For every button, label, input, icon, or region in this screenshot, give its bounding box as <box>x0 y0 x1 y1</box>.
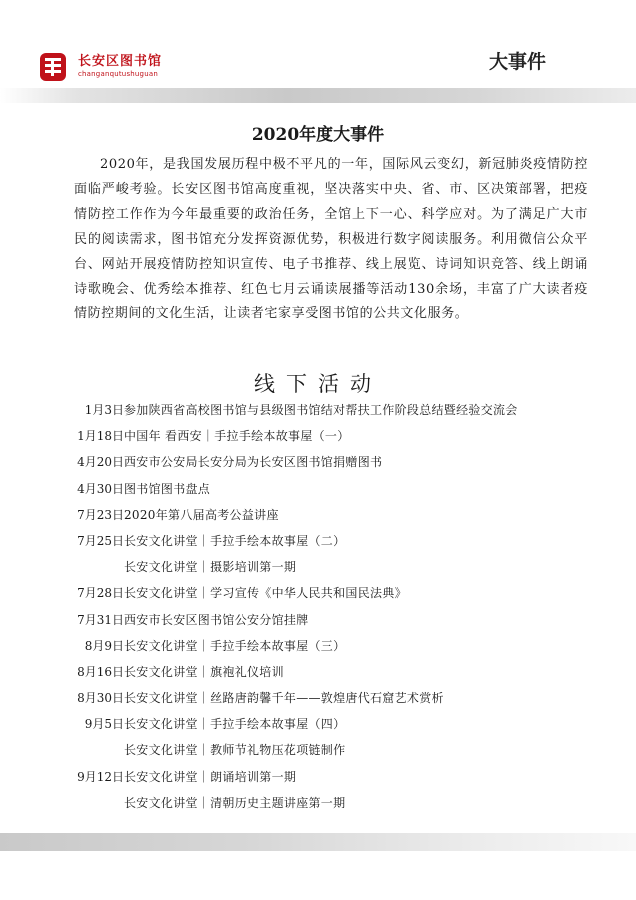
event-description: 长安文化讲堂｜手拉手绘本故事屋（二） <box>124 533 346 548</box>
event-row <box>0 685 636 711</box>
page-header <box>0 0 636 104</box>
library-pinyin: changanqutushuguan <box>78 70 158 78</box>
event-row <box>0 502 636 528</box>
event-row <box>0 790 636 816</box>
event-row <box>0 554 636 580</box>
event-date: 8月9日 <box>84 638 124 653</box>
event-row <box>0 607 636 633</box>
event-description: 长安文化讲堂｜旗袍礼仪培训 <box>124 664 284 679</box>
library-logo-icon <box>38 50 68 84</box>
event-description: 西安市公安局长安分局为长安区图书馆捐赠图书 <box>124 455 383 470</box>
event-row <box>0 397 636 423</box>
section-tag: 大事件 <box>488 51 546 73</box>
event-description: 长安文化讲堂｜学习宣传《中华人民共和国民法典》 <box>124 586 407 601</box>
event-row <box>0 659 636 685</box>
event-description: 长安文化讲堂｜丝路唐韵馨千年——敦煌唐代石窟艺术赏析 <box>124 691 444 706</box>
footer-band <box>0 833 636 851</box>
event-description: 长安文化讲堂｜朗诵培训第一期 <box>124 769 297 784</box>
event-description: 参加陕西省高校图书馆与县级图书馆结对帮扶工作阶段总结暨经验交流会 <box>124 403 518 417</box>
event-row <box>0 528 636 554</box>
event-date: 8月16日 <box>77 664 124 679</box>
event-date: 9月5日 <box>84 717 124 732</box>
event-row <box>0 764 636 790</box>
event-date: 7月23日 <box>77 507 124 522</box>
event-date: 4月20日 <box>77 455 124 470</box>
event-description: 中国年 看西安｜手拉手绘本故事屋（一） <box>124 429 350 444</box>
event-description: 2020年第八届高考公益讲座 <box>124 507 279 522</box>
event-row <box>0 737 636 763</box>
event-date: 9月12日 <box>77 769 124 784</box>
event-description: 长安文化讲堂｜手拉手绘本故事屋（三） <box>124 638 346 653</box>
event-description: 长安文化讲堂｜手拉手绘本故事屋（四） <box>124 717 346 732</box>
event-row <box>0 449 636 475</box>
header-band <box>0 88 636 103</box>
event-description: 西安市长安区图书馆公安分馆挂牌 <box>124 612 309 627</box>
event-list <box>0 397 636 816</box>
event-description: 长安文化讲堂｜清朝历史主题讲座第一期 <box>124 795 346 810</box>
event-row <box>0 711 636 737</box>
event-row <box>0 580 636 606</box>
event-date: 8月30日 <box>77 691 124 706</box>
event-date: 7月28日 <box>77 586 124 601</box>
event-description: 图书馆图书盘点 <box>124 481 211 496</box>
section-heading: 线下活动 <box>254 372 382 396</box>
page-title: 2020年度大事件 <box>251 125 385 145</box>
event-date: 1月18日 <box>77 429 124 444</box>
library-name: 长安区图书馆 <box>78 54 163 69</box>
event-date: 7月25日 <box>77 533 124 548</box>
event-date: 1月3日 <box>84 403 124 417</box>
event-description: 长安文化讲堂｜摄影培训第一期 <box>124 560 297 575</box>
event-row <box>0 476 636 502</box>
event-date: 4月30日 <box>77 481 124 496</box>
event-date: 7月31日 <box>77 612 124 627</box>
event-row <box>0 633 636 659</box>
event-description: 长安文化讲堂｜教师节礼物压花项链制作 <box>124 743 346 758</box>
event-row <box>0 423 636 449</box>
intro-paragraph: 2020年，是我国发展历程中极不平凡的一年，国际风云变幻，新冠肺炎疫情防控面临严峻考验。长安区图书馆高度重视，坚决落实中央、省、市、区决策部署，把疫情防控工作作为今年最重要的政治任务，全馆上下一心、科学应对。为了满足广大市民的阅读需求，图书馆充分发挥资源优势，积极进行数字阅读服务。利用微信公众平台、网站开展疫情防控知识宣传、电子书推荐、线上展览、诗词知识竞答、线上朗诵诗歌晚会、优秀绘本推荐、红色七月云诵读展播等活动130余场，丰富了广大读者疫情防控期间的文化生活，让读者宅家享受图书馆的公共文化服务。 <box>74 157 588 322</box>
